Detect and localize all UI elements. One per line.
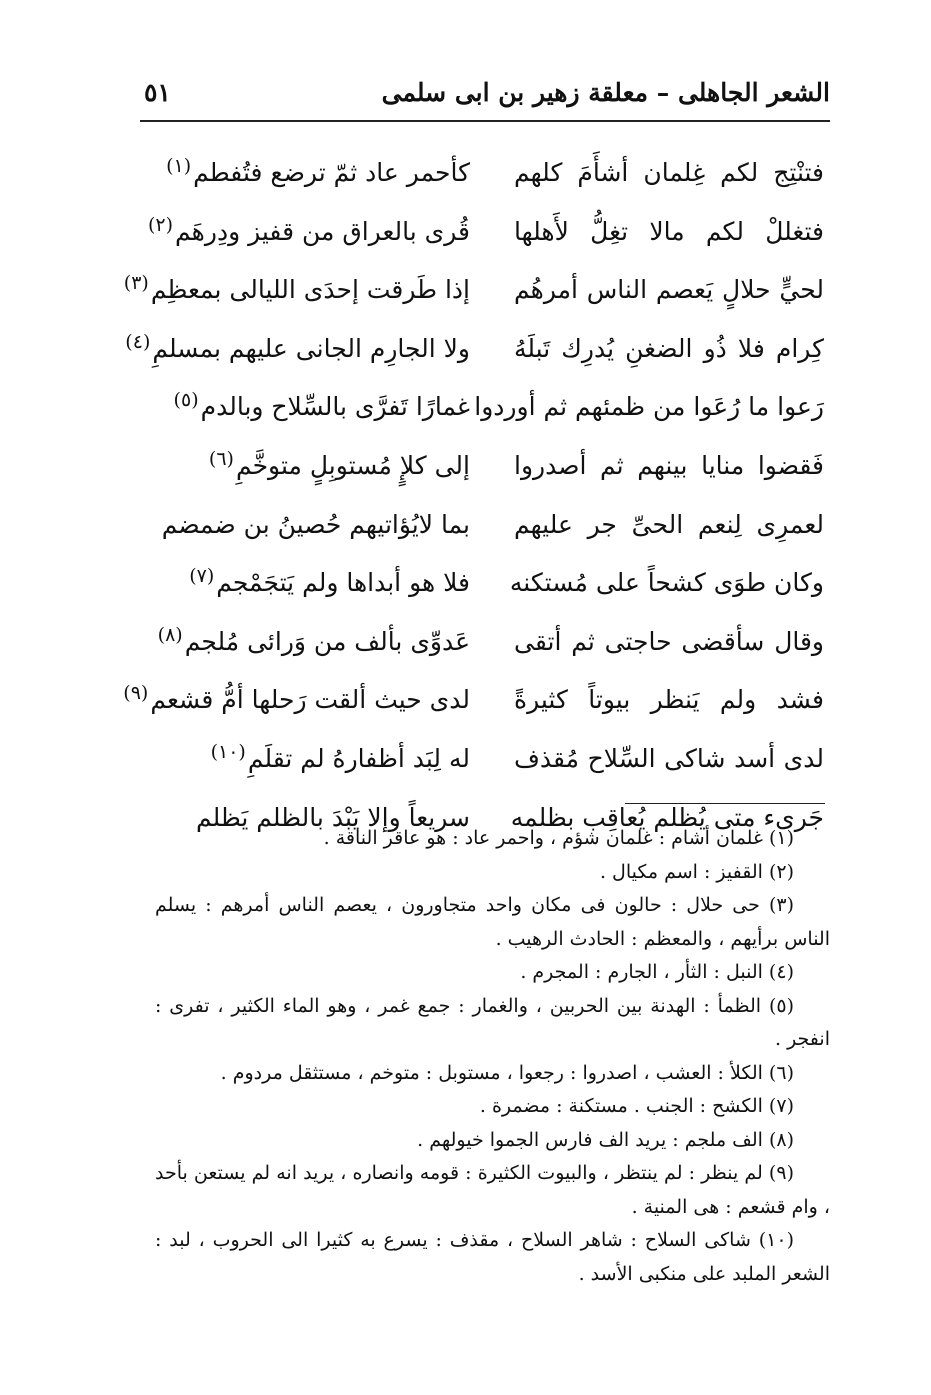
verse-second-hemistich — [157, 623, 470, 662]
header-title: الشعر الجاهلى – معلقة زهير بن ابى سلمى — [381, 78, 830, 107]
footnote-marker: (٦) — [208, 447, 234, 470]
footnote: (٩) لم ينظر : لم ينتظر ، والبيوت الكثيرة : قومه وانصاره ، يريد انه لم يستعن بأحد ، وام قشعم : هى المنية . — [155, 1162, 830, 1218]
verse-second-hemistich — [160, 507, 470, 543]
footnote-marker: (٣) — [123, 272, 149, 295]
hemistich-text: إلى كلإٍ مُستوبِلٍ متوخَّمِ — [235, 450, 470, 480]
footnote-marker: (٥) — [173, 389, 199, 412]
verse-line — [140, 497, 830, 556]
verse-line — [140, 438, 830, 497]
hemistich-text: سريعاً وإلا يَبْدَ بالظلم يَظلم — [195, 802, 470, 832]
footnote-rule — [625, 803, 825, 804]
hemistich-text: غمارًا تَفرَّى بالسِّلاح وبالدم — [200, 392, 470, 422]
verse-second-hemistich — [125, 330, 470, 369]
hemistich-text: بما لايُؤاتيهم حُصينُ بن ضمضم — [161, 509, 470, 539]
footnote: (٣) حى حلال : حالون فى مكان واحد متجاورون ، يعصم الناس أمرهم : يسلم الناس برأيهم ، والمعظم : الحادث الرهيب . — [155, 894, 830, 950]
hemistich-text: فلا هو أبداها ولم يَتجَمْجم — [216, 568, 470, 598]
footnote: (٧) الكشح : الجنب . مستكنة : مضمرة . — [479, 1095, 794, 1117]
hemistich-text: قُرى بالعراق من قفيز ودِرهَم — [175, 216, 470, 246]
verse-second-hemistich — [123, 682, 470, 720]
verse-line — [140, 204, 830, 263]
verse-first-hemistich: وكان طوَى كشحاً على مُستكنه — [509, 568, 824, 598]
footnote-marker: (٩) — [123, 682, 149, 705]
hemistich-text: لدى حيث ألقت رَحلها أمُّ قشعم — [150, 685, 470, 715]
hemistich-text: كأحمر عاد ثمّ ترضع فتُفطم — [193, 158, 470, 187]
verse-line — [140, 731, 830, 790]
footnote: (١) غلمان أشام : غلمان شؤم ، واحمر عاد : هو عاقر الناقة . — [323, 827, 794, 849]
verse-line — [140, 379, 830, 438]
verse-first-hemistich: فَقضوا منايا بينهم ثم أصدروا — [514, 450, 824, 480]
hemistich-text: ولا الجارِم الجانى عليهم بمسلمِ — [152, 333, 470, 363]
footnote-marker: (٤) — [125, 330, 151, 353]
verse-first-hemistich: لحيٍّ حلالٍ يَعصم الناس أمرهُم — [514, 275, 824, 305]
footnote-marker: (٧) — [189, 565, 215, 588]
verse-first-hemistich: وقال سأقضى حاجتى ثم أتقى — [514, 626, 824, 656]
verse-second-hemistich — [160, 448, 470, 486]
footnote-marker: (٨) — [157, 623, 183, 646]
verse-second-hemistich — [160, 155, 470, 193]
verse-first-hemistich: جَرىء متى يُظلم يُعاقِب بظلمه — [510, 802, 824, 832]
verse-line — [140, 555, 830, 614]
verse-line — [123, 262, 830, 321]
footnote: (١٠) شاكى السلاح : شاهر السلاح ، مقذف : يسرع به كثيرا الى الحروب ، لبد : الشعر الملبد على منكبى الأسد . — [155, 1229, 830, 1285]
verse-second-hemistich — [147, 213, 470, 252]
verse-first-hemistich: فتغللْ لكم مالا تغِلُّ لأَهلها — [514, 216, 824, 246]
verse-line — [140, 145, 830, 204]
hemistich-text: عَدوِّى بألف من وَرائى مُلجم — [184, 626, 470, 656]
verse-second-hemistich — [160, 565, 470, 603]
poem — [123, 145, 830, 848]
verse-first-hemistich: فشد ولم يَنظر بيوتاً كثيرةً — [514, 685, 824, 715]
footnote: (٨) الف ملجم : يريد الف فارس الجموا خيولهم . — [417, 1128, 794, 1151]
verse-first-hemistich: لعمرِى لِنعم الحىِّ جر عليهم — [514, 509, 824, 539]
verse-line — [125, 321, 830, 380]
footnote: (٢) القفيز : اسم مكيال . — [599, 860, 794, 883]
verse-second-hemistich — [160, 741, 470, 779]
page-number: ٥١ — [144, 78, 171, 107]
hemistich-text: إذا طَرقت إحدَى الليالى بمعظِم — [150, 275, 470, 305]
footnotes — [155, 822, 830, 1291]
footnote: (٦) الكلأ : العشب ، اصدروا : رجعوا ، مستوبل : متوخم ، مستثقل مردوم . — [220, 1061, 794, 1084]
footnote: (٤) النبل : الثأر ، الجارم : المجرم . — [520, 961, 794, 983]
verse-line — [123, 672, 830, 731]
footnote: (٥) الظمأ : الهدنة بين الحربين ، والغمار : جمع غمر ، وهو الماء الكثير ، تفرى : انفجر . — [155, 994, 830, 1050]
verse-second-hemistich — [123, 272, 470, 310]
running-header — [140, 70, 830, 122]
verse-line — [140, 614, 830, 673]
footnote-marker: (١) — [166, 155, 192, 177]
verse-first-hemistich: لدى أسد شاكى السِّلاح مُقذف — [514, 743, 824, 773]
verse-second-hemistich — [160, 389, 470, 427]
verse-first-hemistich: رَعوا ما رُعَوا من ظمئهم ثم أوردوا — [474, 392, 824, 422]
footnote-marker: (٢) — [147, 213, 174, 236]
hemistich-text: له لِبَد أظفارهُ لم تقلَمِ — [247, 743, 470, 773]
verse-first-hemistich: فتنْتِج لكم غِلمان أشأَمَ كلهم — [514, 158, 824, 187]
verse-first-hemistich: كِرام فلا ذُو الضغنِ يُدرِك تَبلَهُ — [514, 333, 824, 363]
footnote-marker: (١٠) — [210, 740, 246, 763]
